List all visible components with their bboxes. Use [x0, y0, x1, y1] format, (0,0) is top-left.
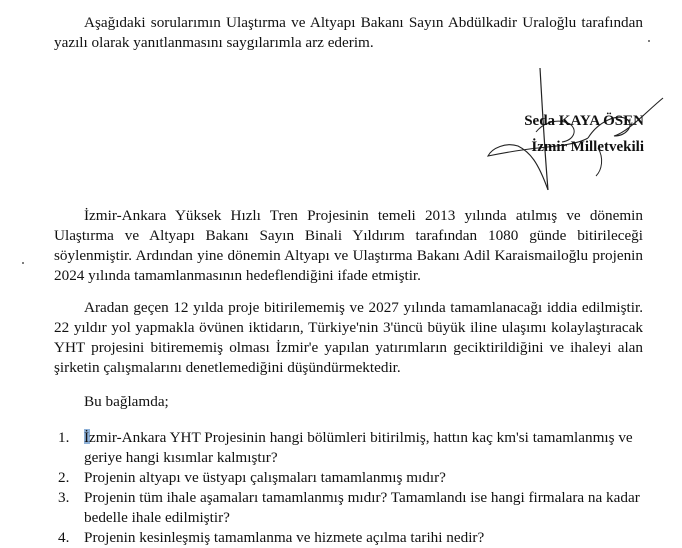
question-text: Projenin kesinleşmiş tamamlanma ve hizmete açılma tarihi nedir? [84, 529, 485, 546]
question-list [54, 428, 646, 548]
scan-speck [22, 262, 24, 264]
body-paragraph-1: İzmir-Ankara Yüksek Hızlı Tren Projesinin temeli 2013 yılında atılmış ve dönemin Ulaştırma ve Altyapı Bakanı Sayın Binali Yıldırım tarafından 1080 günde bitirileceği söylenmiştir. Ardından yine dönemin Altyapı ve Ulaştırma Bakanı Adil Karaismailoğlu projenin 2024 yılında tamamlanmasının hedeflendiğini ifade etmiştir. [54, 207, 643, 284]
question-item [54, 488, 646, 528]
question-number: 4. [58, 529, 70, 546]
question-item [54, 468, 646, 488]
deputy-title: İzmir Milletvekili [531, 139, 644, 155]
question-number: 2. [58, 469, 70, 486]
body-paragraph-2: Aradan geçen 12 yılda proje bitirilememiş ve 2027 yılında tamamlanacağı iddia edilmiştir. 22 yıldır yol yapmakla övünen iktidarın, Türkiye'nin 3'üncü büyük iline ulaşımı kolaylaştıracak YHT projesini bitirememiş olması İzmir'e yapılan yatırımların geciktirildiğini ve ihaleyi alan şirketin çalışmalarını denetlemediğini düşündürmektedir. [54, 299, 643, 376]
question-text: Projenin altyapı ve üstyapı çalışmaları tamamlanmış mıdır? [84, 469, 446, 486]
signature-block [524, 108, 644, 160]
question-number: 3. [58, 489, 70, 506]
intro-paragraph: Aşağıdaki sorularımın Ulaştırma ve Altyapı Bakanı Sayın Abdülkadir Uraloğlu tarafından yazılı olarak yanıtlanmasını saygılarımla arz ederim. [54, 14, 643, 51]
deputy-name: Seda KAYA ÖSEN [524, 113, 644, 129]
question-text: Projenin tüm ihale aşamaları tamamlanmış mıdır? Tamamlandı ise hangi firmalara na kadar bedelle ihale edilmiştir? [84, 489, 640, 526]
question-item [54, 428, 646, 468]
question-number: 1. [58, 429, 70, 446]
question-text: İzmir-Ankara YHT Projesinin hangi bölümleri bitirilmiş, hattın kaç km'si tamamlanmış ve geriye hangi kısımlar kalmıştır? [84, 429, 633, 466]
context-line: Bu bağlamda; [84, 393, 169, 410]
question-item [54, 528, 646, 548]
scan-speck [648, 40, 650, 42]
